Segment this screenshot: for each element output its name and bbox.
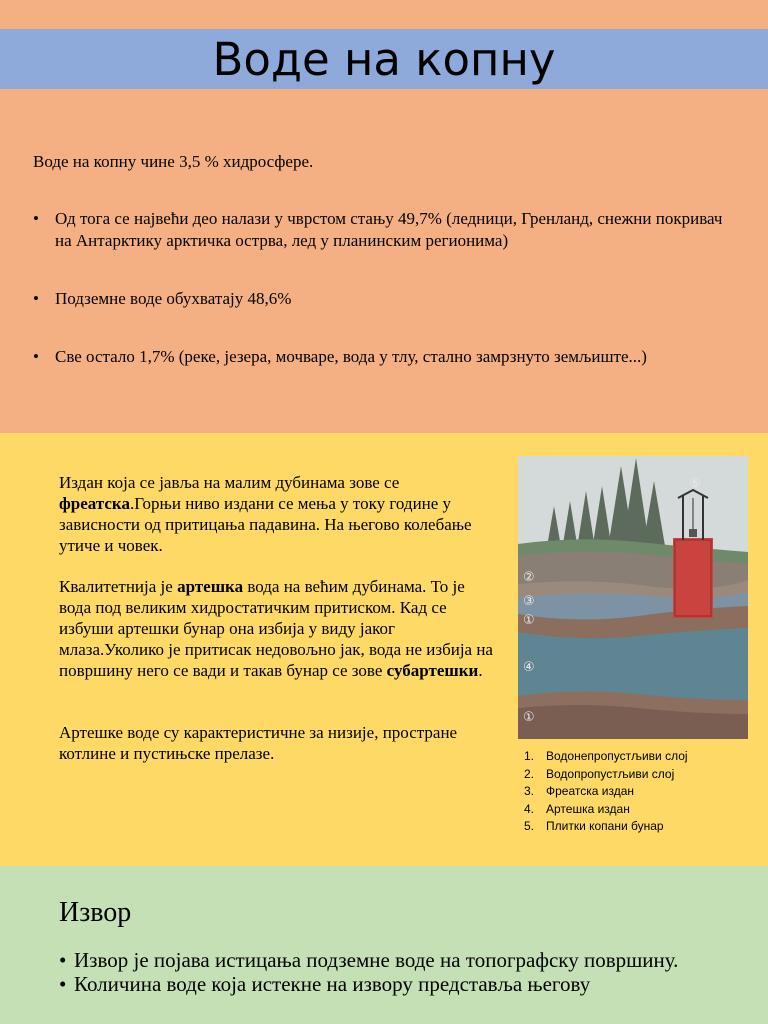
legend-number: 1. [524, 749, 535, 763]
legend-item [524, 748, 688, 766]
artesian-location-paragraph: Артешке воде су карактеристичне за низије, простране котлине и пустињске прелазе. [59, 723, 458, 763]
legend-text: Водопропустљиви слој [546, 766, 675, 781]
groundwater-diagram [518, 456, 748, 739]
label-layer4: ④ [523, 660, 535, 675]
text-span: вода на већим дубинама. То је вода под великим хидростатичким притиском. Кад се избуши артешки бунар она избија у виду јаког млаза.Уколико је притисак недовољно јак, вода не избија на површину него се вади и такав бунар се зове [59, 577, 493, 680]
legend-item [524, 801, 688, 819]
hydrosphere-bullet-list [33, 208, 738, 368]
legend-number: 2. [524, 766, 535, 781]
spring-bullet-list [59, 948, 709, 996]
spring-heading: Извор [59, 897, 132, 928]
legend-number: 3. [524, 784, 535, 798]
legend-text: Артешка издан [546, 801, 630, 816]
legend-text: Фреатска издан [546, 784, 635, 798]
section-spring [0, 866, 768, 1024]
bullet-item: • Количина воде која истекне на извору представља његову [59, 972, 709, 996]
legend-item [524, 766, 688, 784]
label-layer3: ③ [523, 594, 535, 609]
legend-item [524, 818, 688, 836]
text-span: .Горњи ниво издани се мења у току године у зависности од притицања падавина. На његово колебање утиче и човек. [59, 494, 472, 555]
label-layer1-top: ① [523, 613, 535, 628]
artesian-paragraph [59, 576, 499, 681]
text-span: . [478, 661, 483, 680]
label-layer1-bottom: ① [523, 710, 535, 725]
label-layer2: ② [523, 570, 535, 585]
bullet-item: • Извор је појава истицања подземне воде на топографску површину. [59, 948, 709, 972]
term-subartesian: субартешки [386, 661, 479, 680]
legend-number: 5. [524, 819, 535, 833]
bullet-item: • Све остало 1,7% (реке, језера, мочваре, вода у тлу, стално замрзнуто земљиште...) [33, 346, 738, 368]
term-artesian: артешка [177, 577, 244, 596]
bullet-item: • Од тога се највећи део налази у чврстом стању 49,7% (ледници, Гренланд, снежни покривач на Антарктику арктичка острва, лед у планинским регионима) [33, 208, 738, 252]
term-phreatic: фреатска [59, 494, 130, 513]
bullet-item: • Подземне воде обухватају 48,6% [33, 288, 738, 310]
label-well: ⑤ [689, 477, 701, 492]
phreatic-paragraph [59, 472, 499, 556]
legend-text: Водонепропустљиви слој [546, 749, 688, 763]
intro-text: Воде на копну чине 3,5 % хидросфере. [33, 152, 314, 171]
legend-number: 4. [524, 801, 535, 816]
diagram-legend [524, 748, 688, 836]
page-title: Воде на копну [212, 33, 556, 86]
legend-item [524, 783, 688, 801]
text-span: Издан која се јавља на малим дубинама зове се [59, 473, 400, 492]
text-span: Квалитетнија је [59, 577, 178, 596]
legend-text: Плитки копани бунар [546, 819, 664, 833]
